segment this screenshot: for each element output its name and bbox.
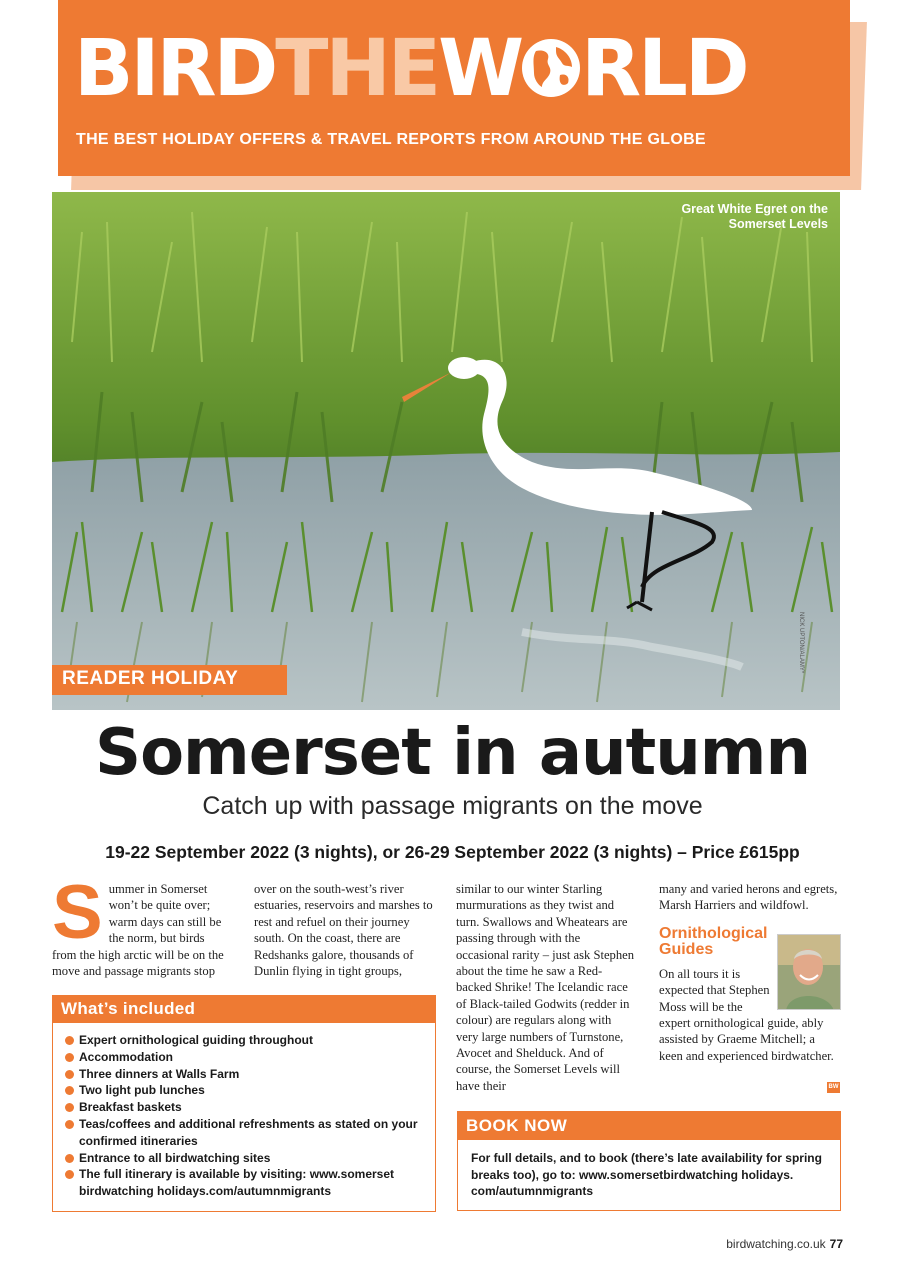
header-banner — [58, 0, 850, 176]
dates-and-price: 19-22 September 2022 (3 nights), or 26-29 September 2022 (3 nights) – Price £615pp — [105, 842, 800, 862]
guide-portrait — [777, 934, 841, 1010]
included-list — [53, 1023, 435, 1200]
list-item-itinerary — [65, 1166, 425, 1200]
book-description: For full details, and to book (there’s late availability for spring breaks too), go to: — [471, 1151, 822, 1182]
dropcap: S — [52, 870, 103, 955]
footer-site: birdwatching.co.uk — [726, 1237, 826, 1251]
list-item: Two light pub lunches — [65, 1082, 425, 1099]
logo — [74, 24, 747, 114]
logo-part-w: W — [438, 24, 522, 114]
book-now-heading: BOOK NOW — [458, 1112, 840, 1140]
list-item: Teas/coffees and additional refreshments as stated on your confirmed itineraries — [65, 1116, 425, 1150]
book-link[interactable]: www.somersetbirdwatching holidays. com/autumnmigrants — [471, 1167, 794, 1198]
guides-text: On all tours it is expected that Stephen Moss will be the expert ornithological guide, ably assisted by Graeme Mitchell; a keen and experienced birdwatcher. — [659, 966, 834, 1063]
photo-caption: Great White Egret on the Somerset Levels — [681, 202, 828, 231]
egret-illustration — [52, 192, 840, 710]
itinerary-link[interactable]: www.somerset birdwatching holidays.com/autumnmigrants — [79, 1167, 395, 1199]
list-item: Expert ornithological guiding throughout — [65, 1032, 425, 1049]
subheading: Catch up with passage migrants on the move — [202, 792, 703, 820]
bw-badge: BW — [827, 1082, 840, 1093]
whats-included-heading: What’s included — [53, 996, 435, 1023]
itinerary-text: The full itinerary is available by visiting: — [79, 1167, 310, 1182]
list-item: Entrance to all birdwatching sites — [65, 1150, 425, 1167]
logo-part-the: THE — [275, 24, 439, 114]
reader-holiday-tag: READER HOLIDAY — [52, 665, 287, 695]
column-3-text: similar to our winter Starling murmurations as they twist and turn. Swallows and Wheatears are passing through with the occasional rarity – just ask Stephen about the time he saw a Red-backed Shrike! The Icelandic race of Black-tailed Godwits (redder in colour) are regulars along with very large numbers of Turnstone, Avocet and Shelduck. And of course, the Somerset Levels will have their — [456, 882, 635, 1093]
tagline: THE BEST HOLIDAY OFFERS & TRAVEL REPORTS FROM AROUND THE GLOBE — [76, 131, 706, 148]
guides-heading: Ornithological Guides — [659, 924, 768, 958]
article-column-3 — [456, 881, 636, 1094]
whats-included-box — [52, 995, 436, 1212]
page-footer — [726, 1237, 843, 1251]
page-number: 77 — [829, 1237, 843, 1251]
article-column-2 — [254, 881, 436, 979]
list-item: Accommodation — [65, 1049, 425, 1066]
logo-part-bird: BIRD — [74, 24, 276, 114]
book-now-text — [458, 1140, 840, 1200]
globe-icon — [522, 39, 580, 97]
page-title: Somerset in autumn — [94, 716, 811, 790]
book-now-box — [457, 1111, 841, 1211]
list-item: Three dinners at Walls Farm — [65, 1066, 425, 1083]
column-2-text: over on the south-west’s river estuaries, reservoirs and marshes to rest and refuel on their journey south. On the coast, there are Redshanks galore, thousands of Dunlin flying in tight groups, — [254, 882, 433, 979]
column-1-text: ummer in Somerset won’t be quite over; warm days can still be the norm, but birds from the high arctic will be on the move and passage migrants stop — [52, 882, 224, 979]
article-column-4 — [659, 881, 841, 1064]
logo-part-rld: RLD — [581, 24, 747, 114]
article-column-1 — [52, 870, 232, 979]
photo-credit: NICK UPTON/ALAMY* — [798, 612, 804, 674]
column-4-text: many and varied herons and egrets, Marsh Harriers and wildfowl. — [659, 882, 838, 913]
egret-photo — [52, 192, 840, 710]
list-item: Breakfast baskets — [65, 1099, 425, 1116]
